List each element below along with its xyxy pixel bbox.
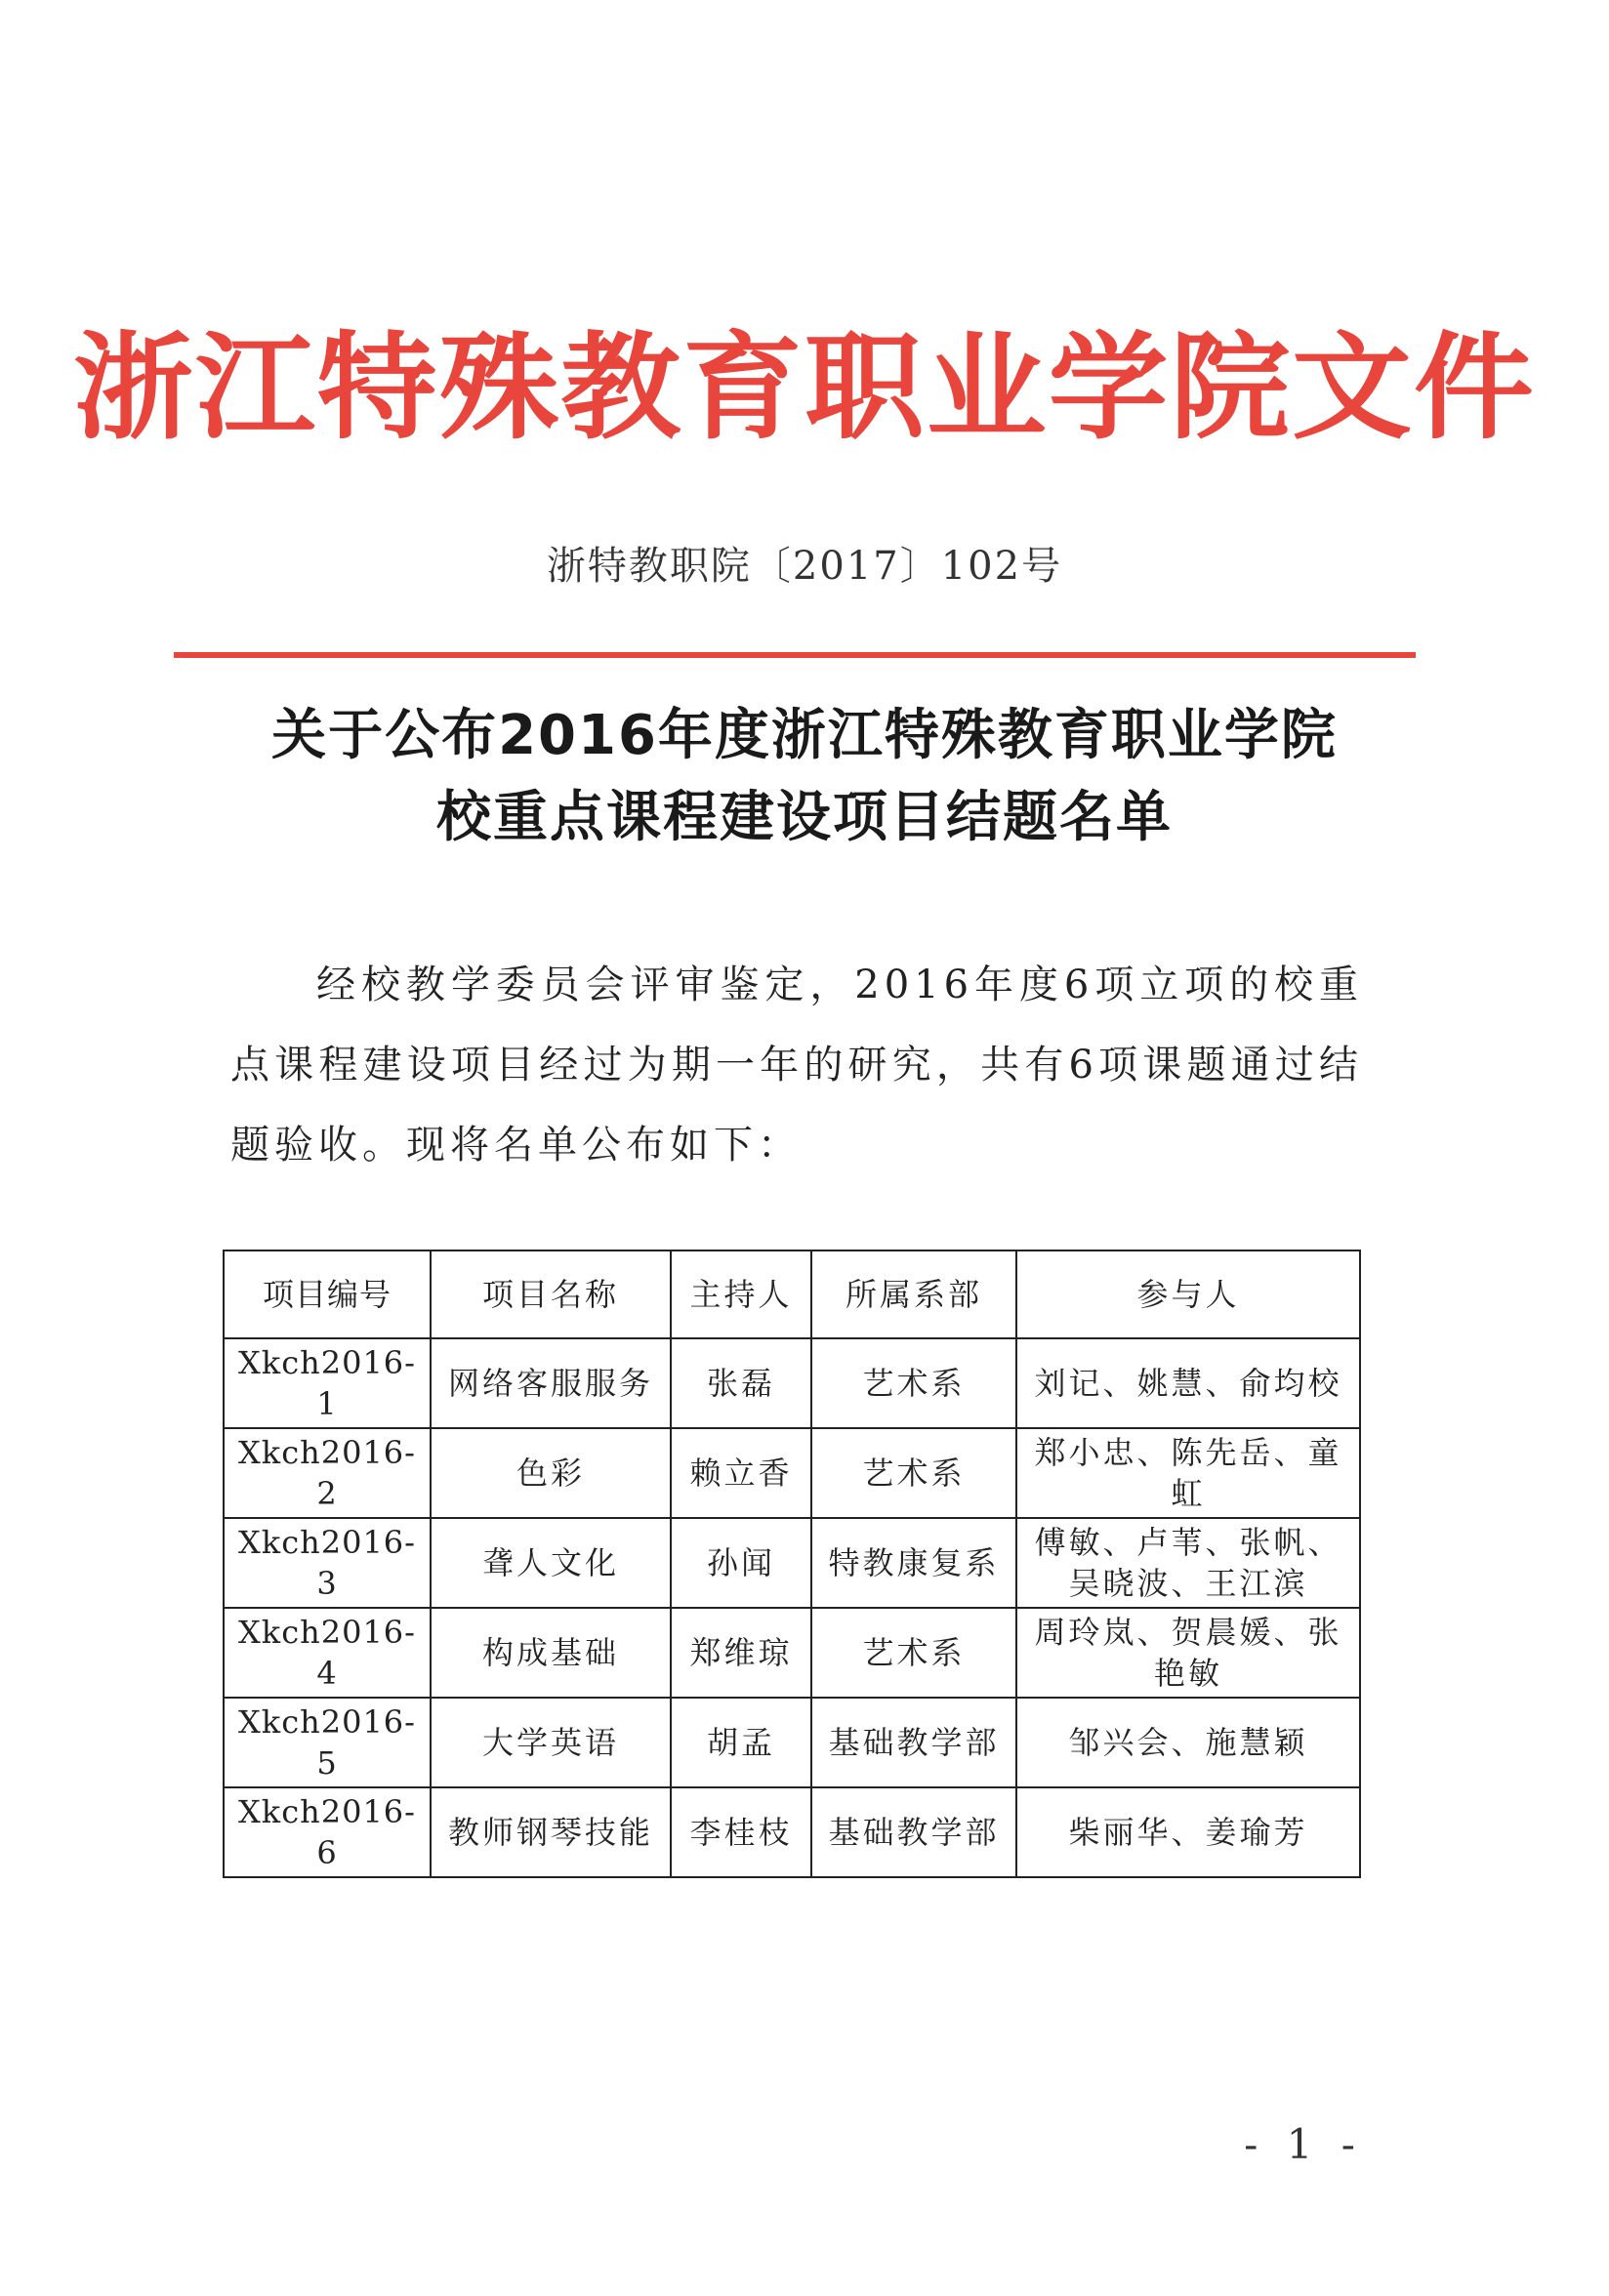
cell-department: 特教康复系	[811, 1518, 1016, 1608]
cell-project-name: 大学英语	[431, 1698, 671, 1787]
cell-department: 艺术系	[811, 1338, 1016, 1428]
cell-project-id: Xkch2016-5	[224, 1698, 431, 1787]
cell-members: 邹兴会、施慧颖	[1016, 1698, 1360, 1787]
subject-line-1: 关于公布2016年度浙江特殊教育职业学院	[271, 704, 1338, 767]
project-list-table	[223, 1250, 1361, 1878]
table-row	[224, 1518, 1360, 1608]
cell-host: 胡孟	[671, 1698, 811, 1787]
cell-project-id: Xkch2016-6	[224, 1787, 431, 1877]
cell-project-name: 聋人文化	[431, 1518, 671, 1608]
cell-host: 孙闻	[671, 1518, 811, 1608]
cell-members: 刘记、姚慧、俞均校	[1016, 1338, 1360, 1428]
header-department: 所属系部	[811, 1250, 1016, 1338]
cell-host: 张磊	[671, 1338, 811, 1428]
cell-project-name: 教师钢琴技能	[431, 1787, 671, 1877]
cell-members: 柴丽华、姜瑜芳	[1016, 1787, 1360, 1877]
document-subject	[0, 695, 1609, 859]
subject-line-2: 校重点课程建设项目结题名单	[436, 786, 1173, 849]
header-divider-line	[174, 652, 1416, 658]
header-project-name: 项目名称	[431, 1250, 671, 1338]
cell-project-name: 色彩	[431, 1428, 671, 1518]
cell-project-id: Xkch2016-2	[224, 1428, 431, 1518]
cell-project-name: 构成基础	[431, 1608, 671, 1698]
table-row	[224, 1698, 1360, 1787]
cell-department: 基础教学部	[811, 1787, 1016, 1877]
cell-host: 李桂枝	[671, 1787, 811, 1877]
table-row	[224, 1608, 1360, 1698]
header-project-id: 项目编号	[224, 1250, 431, 1338]
cell-department: 基础教学部	[811, 1698, 1016, 1787]
cell-members: 周玲岚、贺晨媛、张艳敏	[1016, 1608, 1360, 1698]
table-row	[224, 1428, 1360, 1518]
cell-department: 艺术系	[811, 1608, 1016, 1698]
cell-host: 郑维琼	[671, 1608, 811, 1698]
table-row	[224, 1338, 1360, 1428]
table-row	[224, 1787, 1360, 1877]
document-header-title: 浙江特殊教育职业学院文件	[73, 320, 1536, 455]
cell-host: 赖立香	[671, 1428, 811, 1518]
cell-project-name: 网络客服服务	[431, 1338, 671, 1428]
cell-project-id: Xkch2016-3	[224, 1518, 431, 1608]
body-paragraph: 经校教学委员会评审鉴定，2016年度6项立项的校重点课程建设项目经过为期一年的研究，共有6项课题通过结题验收。现将名单公布如下：	[230, 963, 1363, 1168]
header-host: 主持人	[671, 1250, 811, 1338]
cell-project-id: Xkch2016-4	[224, 1608, 431, 1698]
document-number: 浙特教职院〔2017〕102号	[546, 544, 1063, 589]
cell-department: 艺术系	[811, 1428, 1016, 1518]
header-members: 参与人	[1016, 1250, 1360, 1338]
page-number: - 1 -	[1244, 2120, 1363, 2168]
cell-project-id: Xkch2016-1	[224, 1338, 431, 1428]
cell-members: 傅敏、卢苇、张帆、吴晓波、王江滨	[1016, 1518, 1360, 1608]
table-header-row	[224, 1250, 1360, 1338]
cell-members: 郑小忠、陈先岳、童虹	[1016, 1428, 1360, 1518]
